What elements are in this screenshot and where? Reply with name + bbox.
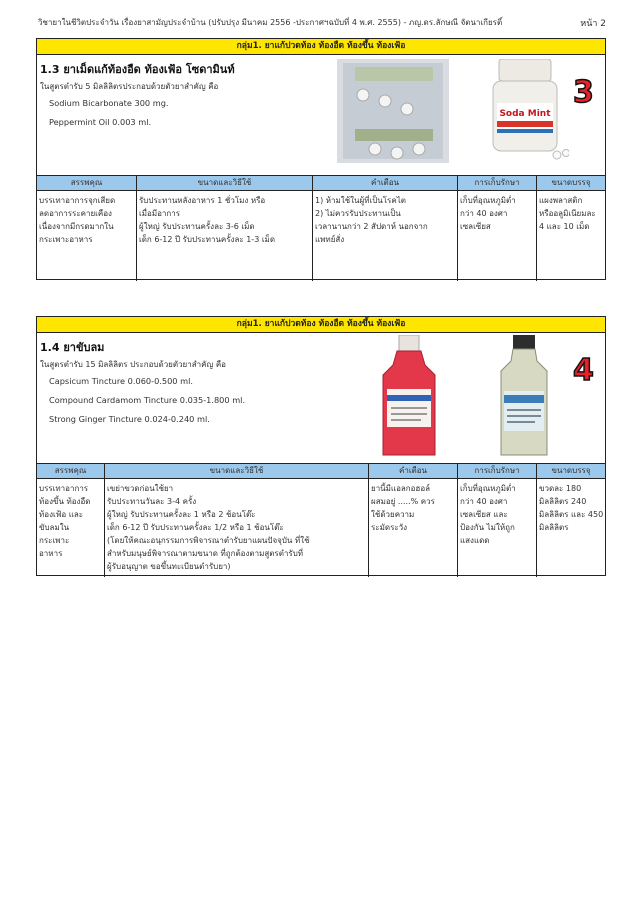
item-number-badge: 3 bbox=[573, 75, 594, 110]
text-line: เซลเซียส bbox=[460, 222, 491, 231]
red-mixture-bottle-image bbox=[373, 335, 445, 459]
ingredient-line: Peppermint Oil 0.003 ml. bbox=[49, 117, 152, 127]
table-header bbox=[37, 464, 605, 479]
ingredient-line: Compound Cardamom Tincture 0.035-1.800 ml. bbox=[49, 395, 246, 405]
cell-storage bbox=[458, 479, 537, 577]
cell-indication bbox=[37, 191, 137, 281]
text-line: เซลเซียส และ bbox=[460, 510, 508, 519]
col-header-warning: คำเตือน bbox=[313, 176, 458, 190]
text-line: ผู้รับอนุญาต ขอขึ้นทะเบียนตำรับยา) bbox=[107, 562, 231, 571]
text-line: ผู้ใหญ่ รับประทานครั้งละ 3-6 เม็ด bbox=[139, 222, 255, 231]
text-line: เก็บที่อุณหภูมิต่ำ bbox=[460, 484, 516, 493]
group-heading: กลุ่ม1. ยาแก้ปวดท้อง ท้องอืด ท้องขึ้น ท้องเฟ้อ bbox=[37, 39, 605, 55]
text-line: บรรเทาอาการ bbox=[39, 484, 89, 493]
text-line: กระเพาะ bbox=[39, 536, 70, 545]
text-line: กระเพาะอาหาร bbox=[39, 235, 93, 244]
text-line: ใช้ด้วยความ bbox=[371, 510, 415, 519]
text-line: มิลลิลิตร 240 bbox=[539, 497, 587, 506]
product-label: Soda Mint bbox=[499, 109, 551, 119]
text-line: ขวดละ 180 bbox=[539, 484, 582, 493]
col-header-storage: การเก็บรักษา bbox=[458, 176, 537, 190]
page-number: หน้า 2 bbox=[580, 19, 606, 29]
drug-summary bbox=[37, 55, 605, 176]
text-line: รับประทานวันละ 3-4 ครั้ง bbox=[107, 497, 197, 506]
text-line: 4 และ 10 เม็ด bbox=[539, 222, 590, 231]
col-header-dosage: ขนาดและวิธีใช้ bbox=[137, 176, 313, 190]
text-line: (โดยให้คณะอนุกรรมการพิจารณาตำรับยาแผนปัจจุบัน ที่ใช้ bbox=[107, 536, 310, 545]
cell-dosage bbox=[137, 191, 313, 281]
text-line: เมื่อมีอาการ bbox=[139, 209, 181, 218]
text-line: เขย่าขวดก่อนใช้ยา bbox=[107, 484, 174, 493]
text-line: มิลลิลิตร bbox=[539, 523, 569, 532]
group-heading: กลุ่ม1. ยาแก้ปวดท้อง ท้องอืด ท้องขึ้น ท้องเฟ้อ bbox=[37, 317, 605, 333]
table-row bbox=[37, 191, 605, 281]
text-line: กว่า 40 องศา bbox=[460, 209, 508, 218]
text-line: ท้องเฟ้อ และ bbox=[39, 510, 84, 519]
text-line: ระมัดระวัง bbox=[371, 523, 408, 532]
text-line: หรืออลูมิเนียมละ bbox=[539, 209, 596, 218]
formula-intro: ในสูตรตำรับ 5 มิลลิลิตรประกอบด้วยตัวยาสำคัญ คือ bbox=[40, 82, 219, 91]
col-header-warning: คำเตือน bbox=[369, 464, 458, 478]
table-row bbox=[37, 479, 605, 577]
text-line: เวลานานกว่า 2 สัปดาห์ นอกจาก bbox=[315, 222, 428, 231]
ingredient-line: Sodium Bicarbonate 300 mg. bbox=[49, 98, 169, 108]
cell-package bbox=[537, 191, 605, 281]
text-line: ป้องกัน ไม่ให้ถูก bbox=[460, 523, 515, 532]
text-line: มิลลิลิตร และ 450 bbox=[539, 510, 604, 519]
text-line: ยานี้มีแอลกอฮอล์ bbox=[371, 484, 431, 493]
soda-mint-bottle-image bbox=[489, 59, 569, 163]
col-header-indication: สรรพคุณ bbox=[37, 464, 105, 478]
text-line: เด็ก 6-12 ปี รับประทานครั้งละ 1-3 เม็ด bbox=[139, 235, 276, 244]
clear-mixture-bottle-image bbox=[493, 335, 555, 459]
document-title: วิชายาในชีวิตประจำวัน เรื่องยาสามัญประจำบ้าน (ปรับปรุง มีนาคม 2556 -ประกาศฯฉบับที่ 4 พ.ศ. 2555) - ภญ.ดร.ลักษณี จัตนาเกียรติ์ bbox=[38, 18, 503, 27]
cell-indication bbox=[37, 479, 105, 577]
col-header-dosage: ขนาดและวิธีใช้ bbox=[105, 464, 369, 478]
text-line: บรรเทาอาการจุกเสียด bbox=[39, 196, 116, 205]
text-line: เนื่องจากมีกรดมากใน bbox=[39, 222, 114, 231]
text-line: อาหาร bbox=[39, 549, 63, 558]
text-line: แพทย์สั่ง bbox=[315, 235, 345, 244]
col-header-package: ขนาดบรรจุ bbox=[551, 178, 591, 187]
text-line: ขับลมใน bbox=[39, 523, 70, 532]
cell-warning bbox=[369, 479, 458, 577]
text-line: กว่า 40 องศา bbox=[460, 497, 508, 506]
text-line: ผู้ใหญ่ รับประทานครั้งละ 1 หรือ 2 ช้อนโต๊ะ bbox=[107, 510, 256, 519]
text-line: สำหรับมนุษย์พิจารณาตามขนาด ที่ถูกต้องตามสูตรตำรับที่ bbox=[107, 549, 304, 558]
blister-pack-image bbox=[333, 57, 453, 165]
table-header bbox=[37, 176, 605, 191]
cell-warning bbox=[313, 191, 458, 281]
drug-title: 1.4 ยาขับลม bbox=[40, 341, 105, 354]
text-line: ลดอาการระคายเคือง bbox=[39, 209, 112, 218]
text-line: 2) ไม่ควรรับประทานเป็น bbox=[315, 209, 401, 218]
drug-card-soda-mint bbox=[36, 38, 606, 280]
text-line: แสงแดด bbox=[460, 536, 490, 545]
drug-summary bbox=[37, 333, 605, 464]
item-number-badge: 4 bbox=[573, 353, 594, 388]
col-header-indication: สรรพคุณ bbox=[37, 176, 137, 190]
formula-intro: ในสูตรตำรับ 15 มิลลิลิตร ประกอบด้วยตัวยาสำคัญ คือ bbox=[40, 360, 226, 369]
text-line: 1) ห้ามใช้ในผู้ที่เป็นโรคไต bbox=[315, 196, 406, 205]
ingredient-line: Capsicum Tincture 0.060-0.500 ml. bbox=[49, 376, 193, 386]
ingredient-line: Strong Ginger Tincture 0.024-0.240 ml. bbox=[49, 414, 210, 424]
text-line: ผสมอยู่ .....% ควร bbox=[371, 497, 435, 506]
text-line: ท้องขึ้น ท้องอืด bbox=[39, 497, 91, 506]
cell-package bbox=[537, 479, 605, 577]
text-line: รับประทานหลังอาหาร 1 ชั่วโมง หรือ bbox=[139, 196, 266, 205]
cell-storage bbox=[458, 191, 537, 281]
text-line: แผงพลาสติก bbox=[539, 196, 583, 205]
page-header bbox=[38, 16, 606, 29]
cell-dosage bbox=[105, 479, 369, 577]
text-line: เก็บที่อุณหภูมิต่ำ bbox=[460, 196, 516, 205]
col-header-storage: การเก็บรักษา bbox=[458, 464, 537, 478]
col-header-package: ขนาดบรรจุ bbox=[551, 466, 591, 475]
drug-title: 1.3 ยาเม็ดแก้ท้องอืด ท้องเฟ้อ โซดามินท์ bbox=[40, 63, 235, 76]
text-line: เด็ก 6-12 ปี รับประทานครั้งละ 1/2 หรือ 1 ช้อนโต๊ะ bbox=[107, 523, 284, 532]
drug-card-carminative bbox=[36, 316, 606, 576]
